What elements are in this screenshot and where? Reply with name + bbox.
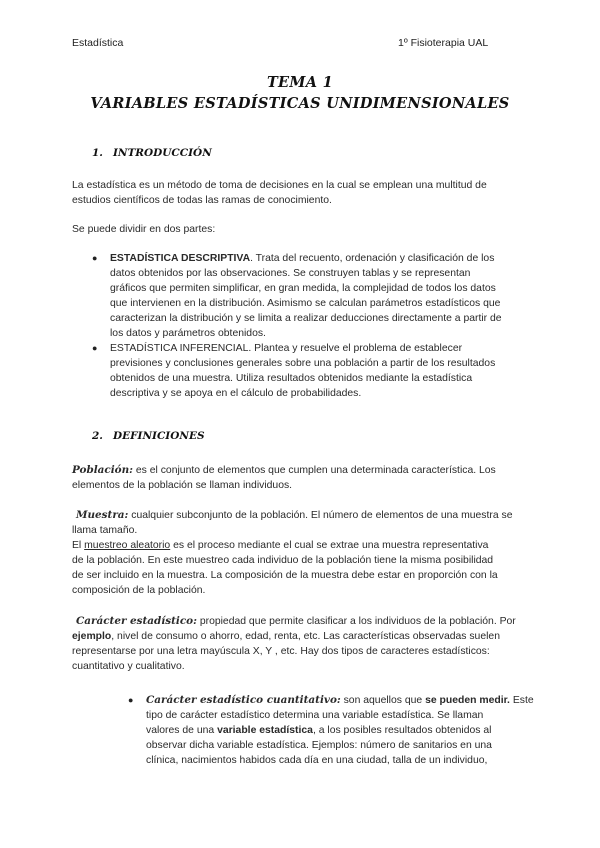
header-course: 1º Fisioterapia UAL [398, 37, 489, 49]
inferencial-line-3: obtenidos de una muestra. Utiliza resultados obtenidos mediante la estadística [110, 373, 473, 384]
intro-line-2: estudios científicos de todas las ramas de conocimiento. [72, 195, 332, 206]
cuantitativo-line-3-pre: valores de una [146, 725, 218, 736]
document-title: TEMA 1 [266, 74, 334, 91]
section-number: 2. [92, 430, 103, 442]
muestra-line-1-rest: cualquier subconjunto de la población. El número de elementos de una muestra se [128, 510, 513, 521]
section-title: INTRODUCCIÓN [112, 147, 212, 159]
caracter-line-1 [76, 614, 516, 629]
poblacion-line-1-rest: es el conjunto de elementos que cumplen una determinada característica. Los [133, 465, 496, 476]
cuantitativo-line-4: observar dicha variable estadística. Ejemplos: número de sanitarios en una [146, 740, 492, 751]
cuantitativo-line-1 [146, 693, 534, 708]
parts-intro: Se puede dividir en dos partes: [72, 224, 216, 235]
ejemplo-bold: ejemplo [72, 631, 112, 642]
caracter-line-1-rest: propiedad que permite clasificar a los individuos de la población. Por [196, 616, 516, 627]
muestreo-aleatorio-link[interactable]: muestreo aleatorio [84, 540, 171, 551]
muestra-line-6: composición de la población. [72, 585, 206, 596]
section-number: 1. [92, 147, 103, 159]
descriptiva-line-1-rest: . Trata del recuento, ordenación y clasificación de los [250, 253, 495, 264]
variable-estadistica-bold: variable estadística [217, 725, 313, 736]
descriptiva-line-4: que intervienen en la distribución. Asimismo se calculan parámetros estadísticos que [110, 298, 501, 309]
muestra-line-2: llama tamaño. [72, 525, 138, 536]
bullet-icon: ● [92, 343, 98, 353]
cuantitativo-line-2: tipo de carácter estadístico determina una variable estadística. Se llaman [146, 710, 484, 721]
inferencial-line-4: descriptiva y se apoya en el cálculo de probabilidades. [110, 388, 362, 399]
intro-line-1: La estadística es un método de toma de decisiones en la cual se emplean una multitud de [72, 180, 487, 191]
muestra-line-3-pre: El [72, 540, 85, 551]
muestra-line-4: de la población. En este muestreo cada individuo de la población tiene la misma posibilidad [72, 555, 494, 566]
descriptiva-line-1 [110, 251, 494, 266]
header-subject: Estadística [72, 37, 124, 49]
descriptiva-line-2: datos obtenidos por las observaciones. Se construyen tablas y se representan [110, 268, 471, 279]
inferencial-line-1: ESTADÍSTICA INFERENCIAL. Plantea y resuelve el problema de establecer [110, 343, 463, 354]
bullet-icon: ● [92, 253, 98, 263]
descriptiva-line-3: gráficos que permiten simplificar, en gran medida, la complejidad de todos los datos [110, 283, 496, 294]
section-heading-definiciones [92, 430, 205, 442]
poblacion-line-2: elementos de la población se llaman individuos. [72, 480, 293, 491]
caracter-line-2 [72, 629, 500, 644]
muestra-term: Muestra: [76, 509, 129, 521]
inferencial-line-2: previsiones y conclusiones generales sobre una población a partir de los resultados [110, 358, 496, 369]
cuantitativo-line-1-mid: son aquellos que [340, 695, 426, 706]
bullet-icon: ● [128, 695, 134, 705]
muestra-line-3-rest: es el proceso mediante el cual se extrae una muestra representativa [170, 540, 489, 551]
cuantitativo-line-3 [146, 723, 491, 738]
se-pueden-medir-bold: se pueden medir. [425, 695, 510, 706]
cuantitativo-line-3-rest: , a los posibles resultados obtenidos al [312, 725, 492, 736]
poblacion-line-1 [72, 463, 496, 478]
document-subtitle: VARIABLES ESTADÍSTICAS UNIDIMENSIONALES [90, 95, 510, 112]
caracter-line-3: representarse por una letra mayúscula X, Y , etc. Hay dos tipos de caracteres estadísticos: [72, 646, 490, 657]
cuantitativo-term: Carácter estadístico cuantitativo: [146, 694, 341, 706]
caracter-line-4: cuantitativo y cualitativo. [72, 661, 185, 672]
section-title: DEFINICIONES [112, 430, 205, 442]
muestra-line-1 [76, 508, 512, 523]
descriptiva-line-5: caracterizan la distribución y se limita a realizar deducciones directamente a partir de [110, 313, 502, 324]
caracter-line-2-rest: , nivel de consumo o ahorro, edad, renta, etc. Las características observadas suelen [111, 631, 500, 642]
descriptiva-line-6: los datos y parámetros obtenidos. [110, 328, 266, 339]
muestra-line-5: de ser incluido en la muestra. La composición de la muestra debe estar en proporción con la [72, 570, 498, 581]
section-heading-introduccion [92, 147, 212, 159]
muestra-line-3 [72, 538, 488, 553]
cuantitativo-line-1-rest: Este [509, 695, 534, 706]
poblacion-term: Población: [72, 464, 134, 476]
descriptiva-term: ESTADÍSTICA DESCRIPTIVA [110, 253, 251, 264]
caracter-term: Carácter estadístico: [76, 615, 197, 627]
cuantitativo-line-5: clínica, nacimientos habidos cada día en una ciudad, talla de un individuo, [146, 755, 488, 766]
